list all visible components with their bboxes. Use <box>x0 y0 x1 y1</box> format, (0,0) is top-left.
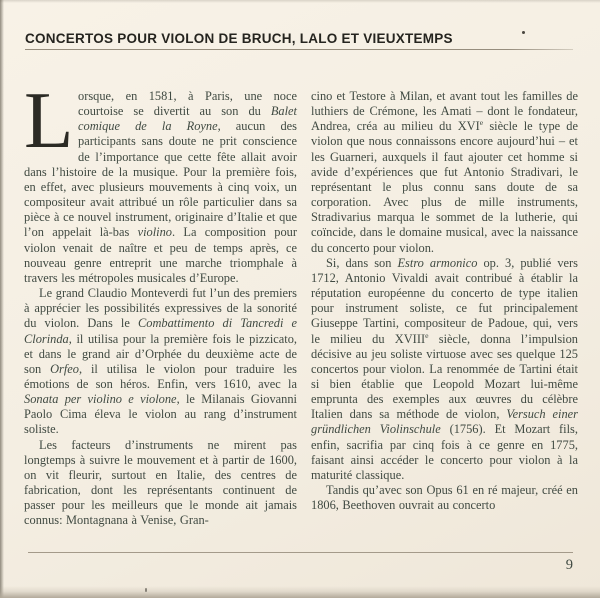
page-title: CONCERTOS POUR VIOLON DE BRUCH, LALO ET VIEUXTEMPS <box>25 31 453 46</box>
scan-speck <box>145 588 147 592</box>
paragraph: Si, dans son Estro armonico op. 3, publié vers 1712, Antonio Vivaldi avait contribué à établir la réputation européenne du concerto de type italien pour instrument soliste, ce fut principalement Giuseppe Tartini, compositeur de Padoue, qui, vers le milieu du XVIIIe siècle, donna l’impulsion décisive au jeu soliste virtuose avec ses quelque 125 concertos pour violon. La renommée de Tartini était si bien établie que Leopold Mozart lui-même emprunta des exemples aux œuvres du célèbre Italien dans sa méthode de violon, Versuch einer gründlichen Violinschule (1756). Et Mozart fils, enfin, sacrifia par cinq fois à ce genre en 1775, faisant ainsi accéder le concerto pour violon à la maturité classique. <box>311 255 579 482</box>
paragraph: Tandis qu’avec son Opus 61 en ré majeur, créé en 1806, Beethoven ouvrait au concerto <box>311 483 578 513</box>
page-number: 9 <box>565 557 573 573</box>
paragraph: Lorsque, en 1581, à Paris, une noce courtoise se divertit au son du Balet comique de la Royne, aucun des participants sans doute ne prit conscience de l’importance que cette fête allait avoir dans l’histoire de la musique. Pour la première fois, en effet, avec plusieurs mouvements à cinq voix, un compositeur avait attribué un rôle particulier dans sa pièce à ce nouvel instrument, originaire d’Italie et que l’on appelait là-bas violino. La composition pour violon venait de naître et peu de temps après, ce nouveau genre entreprit une marche triomphale à travers les métropoles musicales d’Europe. <box>24 75 298 285</box>
column-right <box>311 89 578 513</box>
scan-edge-top <box>0 0 600 3</box>
paragraph: Les facteurs d’instruments ne mirent pas longtemps à suivre le mouvement et à partir de 1600, on vit fleurir, surtout en Italie, des centres de fabrication, dont les représentants continuent de passer pour les meilleurs que le monde ait jamais connus: Montagnana à Venise, Gran- <box>24 437 297 528</box>
title-rule <box>25 49 573 50</box>
column-left <box>24 75 298 529</box>
scan-edge-bottom <box>0 586 600 598</box>
drop-cap: L <box>24 75 74 165</box>
scan-speck <box>522 31 525 34</box>
paragraph: cino et Testore à Milan, et avant tout les familles de luthiers de Crémone, les Amati – dont le fondateur, Andrea, créa au milieu du XVIe siècle le type de violon que nous connaissons encore aujourd’hui – et les Guarneri, auxquels il faut ajouter cet homme si avide d’expériences que fut Antonio Stradivari, le représentant le plus connu sans doute de sa corporation. Avec plus de mille instruments, Stradivarius marqua le sommet de la lutherie, qui coïncide, dans le domaine musical, avec la naissance du concerto pour violon. <box>311 89 578 255</box>
footer-rule <box>28 552 573 553</box>
paragraph: Le grand Claudio Monteverdi fut l’un des premiers à apprécier les possibilités expressives de la sonorité du violon. Dans le Combattimento di Tancredi e Clorinda, il utilisa pour la première fois le pizzicato, et dans le grand air d’Orphée du deuxième acte de son Orfeo, il utilisa le violon pour traduire les émotions de son héros. Enfin, vers 1610, avec la Sonata per violino e violone, le Milanais Giovanni Paolo Cima éleva le violon au rang d’instrument soliste. <box>24 286 298 437</box>
article-body <box>0 75 600 549</box>
